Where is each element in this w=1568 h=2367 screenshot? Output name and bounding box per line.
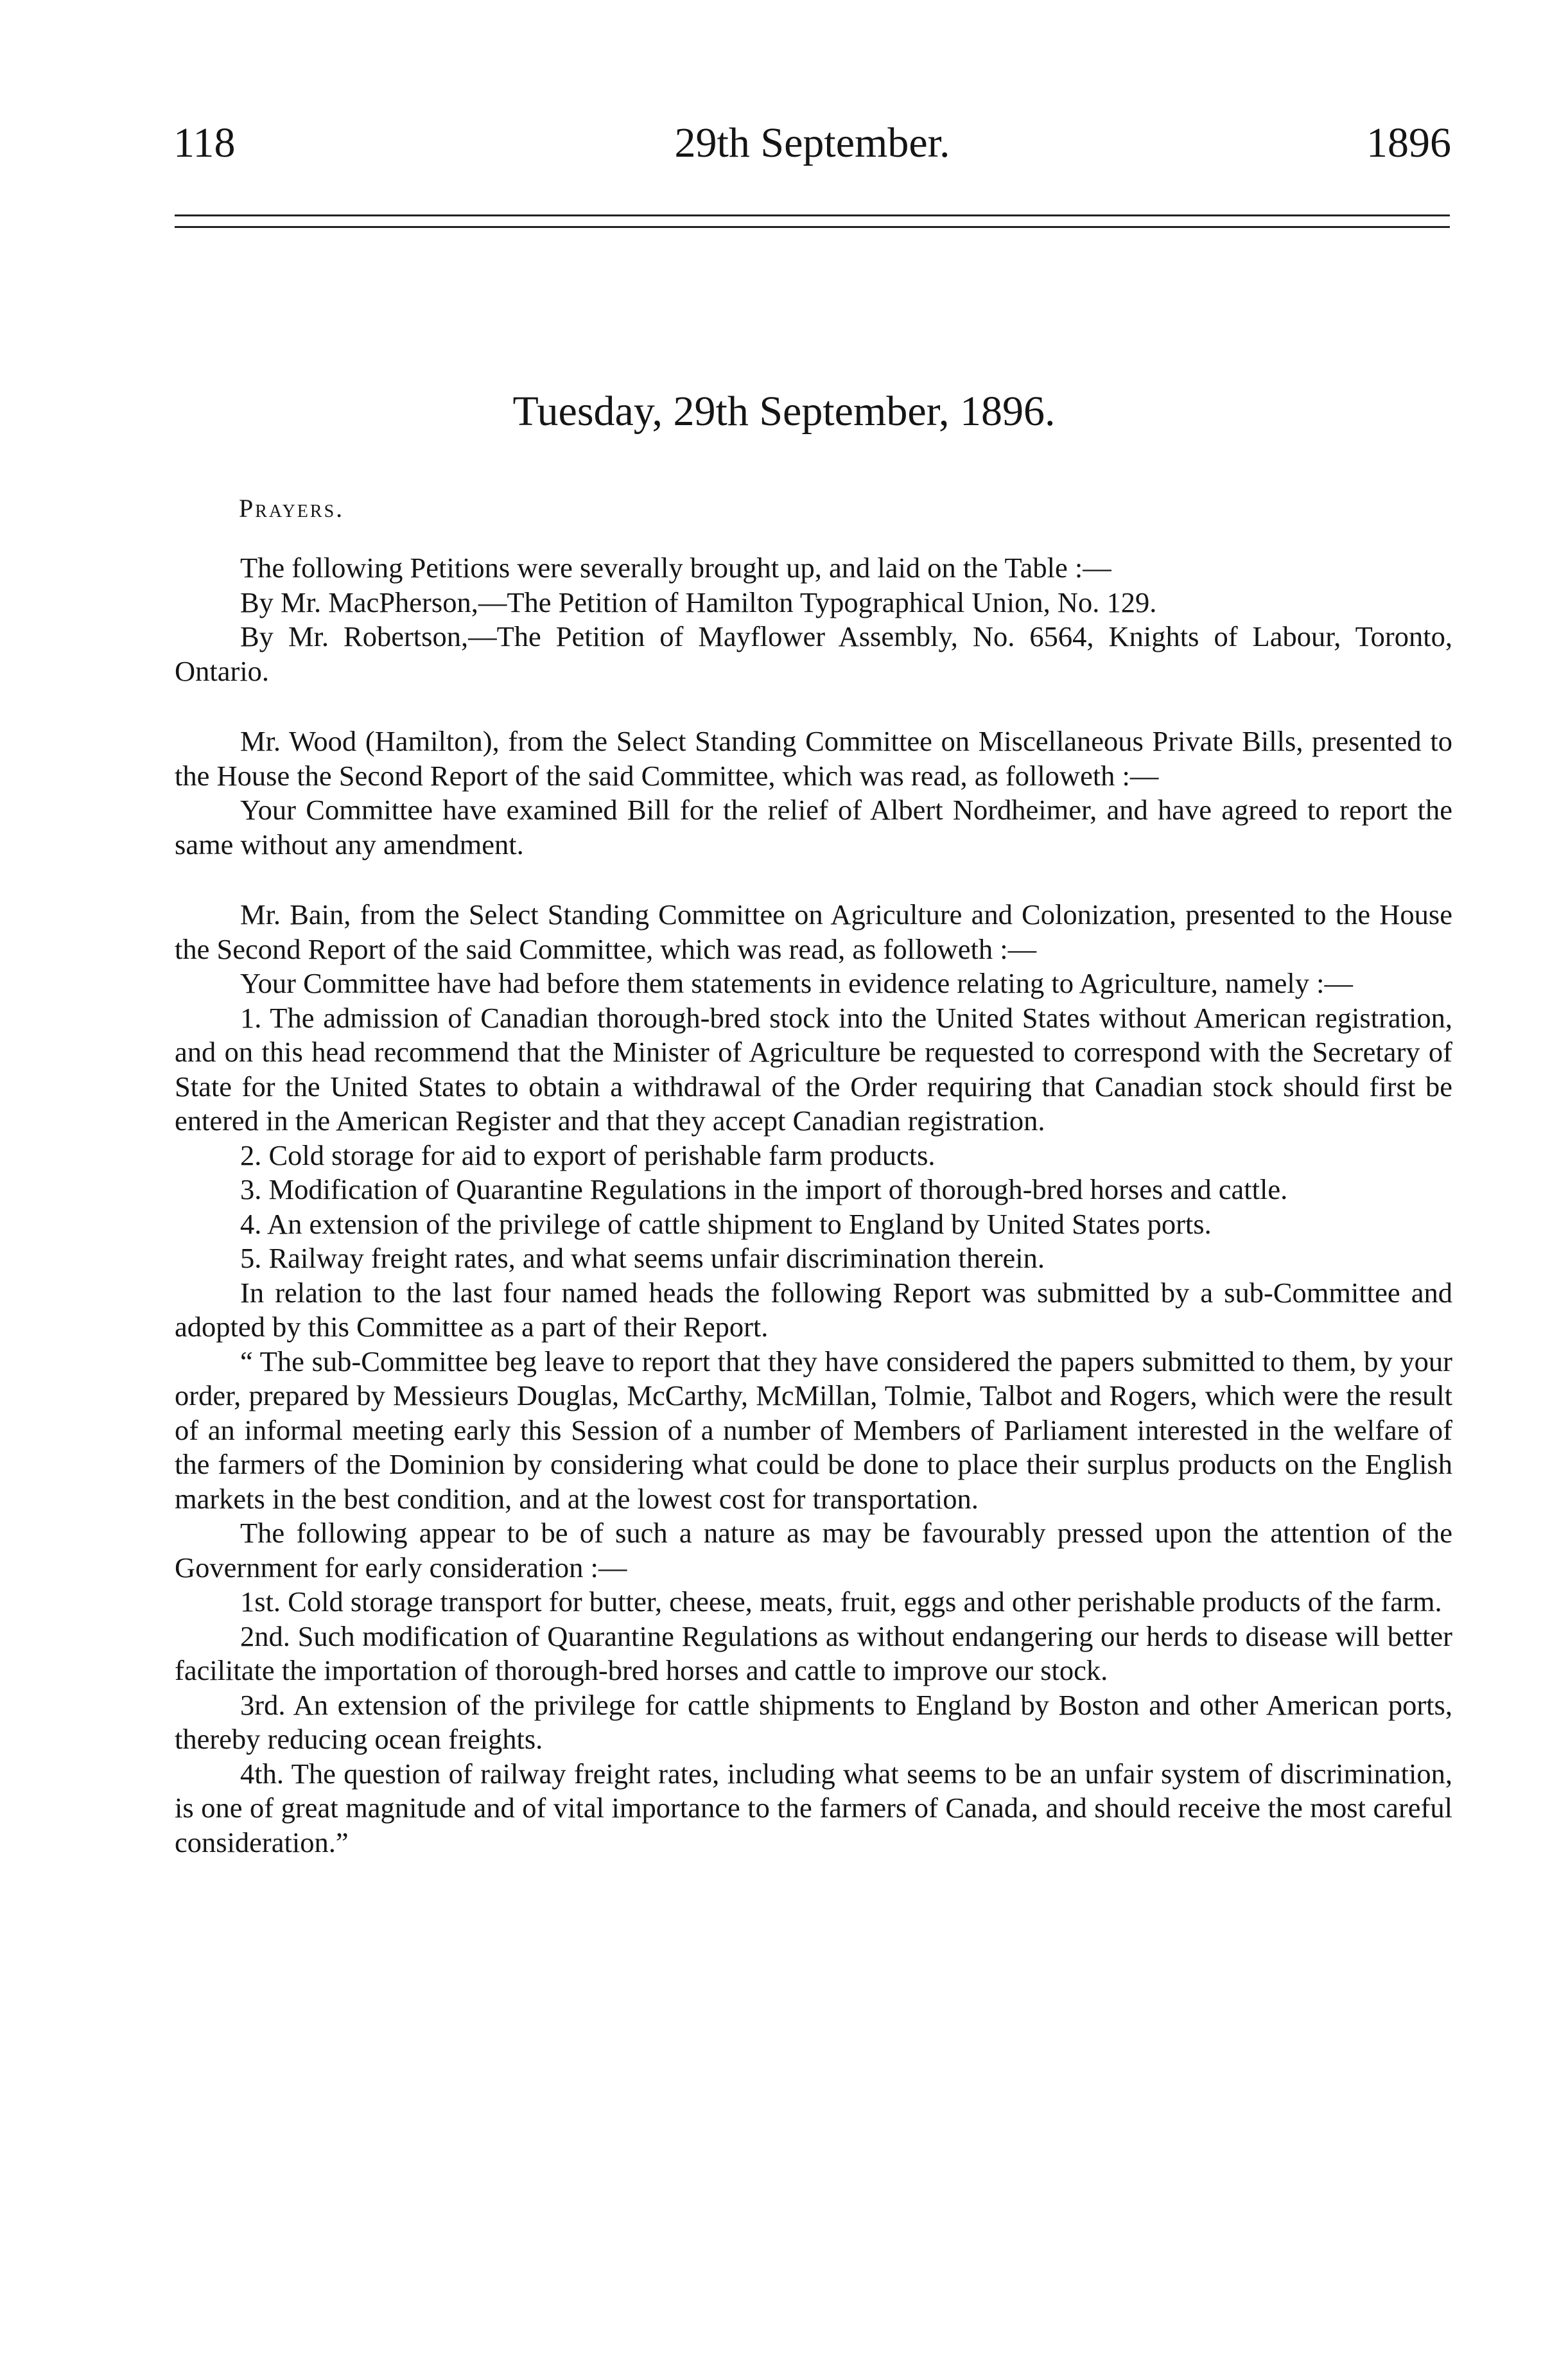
running-header	[173, 114, 1451, 172]
report-item-4: 4. An extension of the privilege of cattle shipment to England by United States ports.	[240, 1207, 1212, 1240]
bain-report-statement: Your Committee have had before them statements in evidence relating to Agriculture, namely :—	[240, 967, 1353, 999]
subcommittee-report: “ The sub-Committee beg leave to report that they have considered the papers submitted to them, by your order, prepared by Messieurs Douglas, McCarthy, McMillan, Tolmie, Talbot and Rogers, which were the result of an informal meeting early this Session of a number of Members of Parliament interested in the welfare of the farmers of the Dominion by considering what could be done to place their surplus products on the English markets in the best condition, and at the lowest cost for transportation.	[175, 1345, 1452, 1515]
header-year: 1896	[1366, 119, 1451, 166]
recommendation-2nd: 2nd. Such modification of Quarantine Regulations as without endangering our herds to disease will better facilitate the importation of thorough-bred horses and cattle to improve our stock.	[175, 1620, 1452, 1686]
prayers-heading	[239, 489, 344, 528]
bain-report-intro: Mr. Bain, from the Select Standing Committee on Agriculture and Colonization, presented to the House the Second Report of the said Committee, which was read, as followeth :—	[175, 898, 1452, 965]
report-item-1: 1. The admission of Canadian thorough-bred stock into the United States without American registration, and on this head recommend that the Minister of Agriculture be requested to correspond with the Secretary of State for the United States to obtain a withdrawal of the Order requiring that Canadian stock should first be entered in the American Register and that they accept Canadian registration.	[175, 1001, 1452, 1137]
subcommittee-relation: In relation to the last four named heads the following Report was submitted by a sub-Committee and adopted by this Committee as a part of their Report.	[175, 1276, 1452, 1343]
header-rule-top	[175, 214, 1450, 216]
petition-macpherson: By Mr. MacPherson,—The Petition of Hamilton Typographical Union, No. 129.	[240, 586, 1157, 618]
proceedings-text	[175, 551, 1452, 1860]
report-item-2: 2. Cold storage for aid to export of perishable farm products.	[240, 1139, 936, 1171]
day-title: Tuesday, 29th September, 1896.	[512, 388, 1056, 435]
report-item-3: 3. Modification of Quarantine Regulations in the import of thorough-bred horses and cattle.	[240, 1173, 1288, 1205]
header-date: 29th September.	[674, 119, 950, 166]
subcommittee-recommendation-intro: The following appear to be of such a nature as may be favourably pressed upon the attention of the Government for early consideration :—	[175, 1517, 1452, 1584]
wood-report-body: Your Committee have examined Bill for the relief of Albert Nordheimer, and have agreed to report the same without any amendment.	[175, 794, 1452, 860]
header-rule-bottom	[175, 226, 1450, 228]
petition-robertson: By Mr. Robertson,—The Petition of Mayflower Assembly, No. 6564, Knights of Labour, Toronto, Ontario.	[175, 620, 1452, 687]
recommendation-1st: 1st. Cold storage transport for butter, cheese, meats, fruit, eggs and other perishable products of the farm.	[240, 1585, 1442, 1618]
recommendation-4th: 4th. The question of railway freight rates, including what seems to be an unfair system of discrimination, is one of great magnitude and of vital importance to the farmers of Canada, and should receive the most careful consideration.”	[175, 1757, 1452, 1858]
petitions-intro: The following Petitions were severally brought up, and laid on the Table :—	[240, 552, 1111, 584]
recommendation-3rd: 3rd. An extension of the privilege for cattle shipments to England by Boston and other American ports, thereby reducing ocean freights.	[175, 1688, 1452, 1755]
prayers-label: Prayers.	[239, 494, 345, 523]
report-item-5: 5. Railway freight rates, and what seems unfair discrimination therein.	[240, 1242, 1045, 1274]
page-number: 118	[173, 119, 236, 166]
wood-report-intro: Mr. Wood (Hamilton), from the Select Standing Committee on Miscellaneous Private Bills, presented to the House the Second Report of the said Committee, which was read, as followeth :—	[175, 725, 1452, 792]
